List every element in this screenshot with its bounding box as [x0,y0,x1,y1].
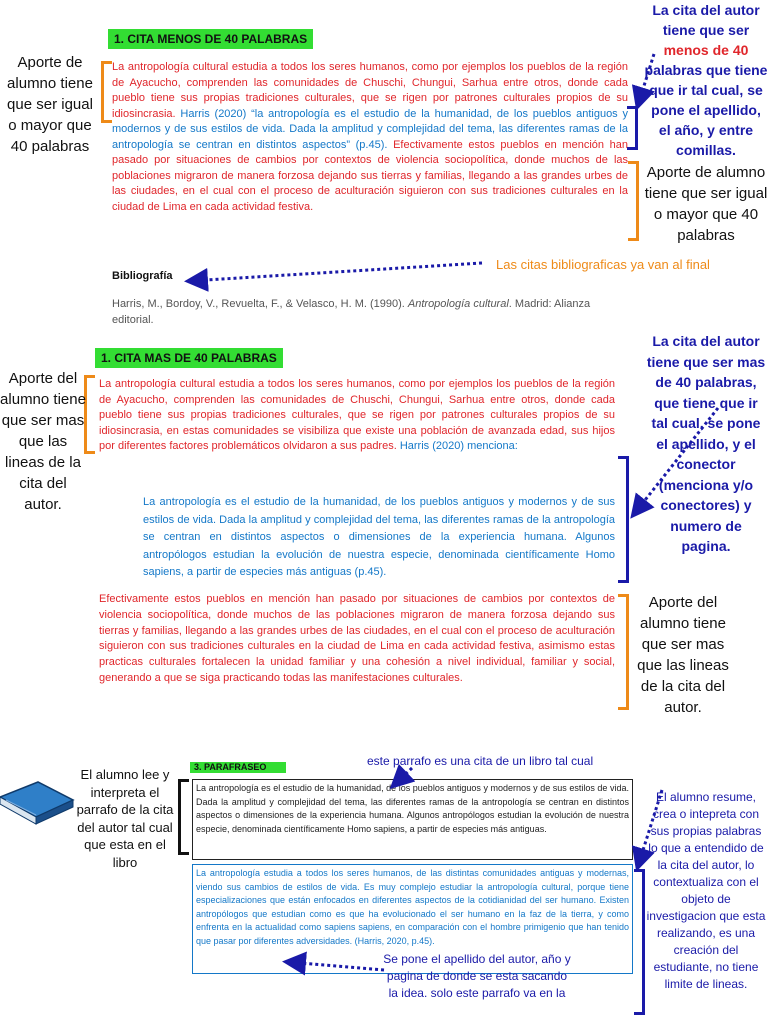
section1-left-bracket [101,61,112,123]
section1-author-quote: Harris (2020) “la antropología es el estudio de la humanidad, de los pueblos antiguos y modernos y de sus estilos de vida. Dada la amplitud y complejidad del tema, las diferentes ramas de la antropología se centran en distintos aspectos” (p.45). [112,107,628,151]
section1-header: 1. CITA MENOS DE 40 PALABRAS [108,29,313,49]
section2-right-bracket [618,594,629,710]
section1-right-note-2: Aporte de alumno tiene que ser igual o mayor que 40 palabras [644,164,768,244]
section1-paragraph [112,60,628,215]
bibliography-reference: Harris, M., Bordoy, V., Revuelta, F., & Velasco, H. M. (1990). Antropología cultural. Madrid: Alianza editorial. [112,298,591,326]
section1-right-bracket [628,161,639,241]
section1-author-bracket [627,106,638,150]
section2-right-note-2: Aporte del alumno tiene que ser mas que las lineas de la cita del autor. [637,594,729,716]
section1-right-note: La cita del autor tiene que ser menos de 40 palabras que tiene que ir tal cual, se pone el apellido, el año, y entre comillas. [644,2,768,158]
section3-left-bracket [178,779,189,855]
arrow-bibliography [190,263,482,281]
section1-student-text-b: Efectivamente estos pueblos en mención han pasado por situaciones de cambios por contextos de violencia sociopolítica, donde muchos de las poblaciones migraron de manera forzosa dejando sus tierras y familias, llegando a las grandes urbes de las ciudades, en el cual con el proceso de aculturación siguieron con sus tradiciones culturales en la ciudad de Lima en cada actividad festiva. [112,138,628,213]
section1-left-note: Aporte de alumno tiene que ser igual o mayor que 40 palabras [7,54,93,155]
section1-student-text-a: La antropología cultural estudia a todos los seres humanos, como por ejemplos los pueblos de la región de Ayacucho, comprenden las comunidades de Chuschi, Chungui, Sarhua entre otros, donde cada pueblo tiene sus propias tradiciones culturales, que se rigen por patrones culturales propios de su idiosincrasia. [112,61,628,120]
bibliography-note: Las citas bibliograficas ya van al final [496,257,710,272]
section2-left-note: Aporte del alumno tiene que ser mas que las lineas de la cita del autor. [0,370,86,513]
section3-right-note: El alumno resume, crea o intepreta con sus propias palabras lo que a entendido de la cita del autor, lo contextualiza con el objeto de investigacion que esta realizando, es una creación del estudiante, no tiene limite de lineas. [646,790,766,991]
book-icon [0,782,73,824]
section2-quote: La antropología es el estudio de la humanidad, de los pueblos antiguos y modernos y de sus estilos de vida. Dada la amplitud y complejidad del tema, las diferentes ramas de la antropología se centran en distintos aspectos o dimensiones de la experiencia humana. Algunos antropólogos estudian la evolución de nuestra especie, denominada científicamente Homo sapiens, a partir de especies más antiguas (p.45). [143,496,615,578]
section3-top-note: este parrafo es una cita de un libro tal cual [367,754,594,768]
section3-bottom-note: Se pone el apellido del autor, año y pagina de donde se esta sacando la idea. solo este parrafo va en la [383,952,571,1000]
section3-right-bracket [634,869,645,1015]
section2-paragraph-a: La antropología cultural estudia a todos los seres humanos, como por ejemplos los pueblos de la región de Ayacucho, comprenden las comunidades de Chuschi, Chungui, Sarhua entre otros, donde cada pueblo tiene sus propias tradiciones culturales, que se rigen por patrones culturales propios de su idiosincrasia, en estas comunidades se visibiliza que existe una población de avanzada edad, sus hijos por diferentes factores problemáticos olvidaron a sus padres. Harris (2020) menciona: [99,378,615,452]
section3-paraphrase-box: La antropología estudia a todos los seres humanos, de las distintas comunidades antiguas y modernas, viendo sus cambios de estilos de vida. Es muy complejo estudiar la antropología cultural, porque tiene especializaciones que están enfocados en diferentes aspectos de la cotidianidad del ser humano. Existen antropólogos que estudian como es que ha evolucionado el ser humano en la faz de la tierra, y como enfrenta en la actualidad como sapiens sapiens, en comparación con el hombre primigenio que han tenido que pasar por diferentes adversidades. (Harris, 2020, p.45). [192,864,633,974]
section2-paragraph-b: Efectivamente estos pueblos en mención han pasado por situaciones de cambios por contextos de violencia sociopolítica, donde muchos de las poblaciones migraron de manera forzosa dejando sus tierras y familias, llegando a las grandes urbes de las ciudades, en el cual con el proceso de aculturación siguieron con sus tradiciones culturales en la ciudad de Lima en cada actividad festiva, asimismo estas practicas culturales fortalecen la unidad familiar y una cohesión a nivel individual, familiar y social, generando a que se siga practicando todas las manifestaciones culturales. [99,593,615,684]
section3-quote-box: La antropología es el estudio de la humanidad, de los pueblos antiguos y modernos y de sus estilos de vida. Dada la amplitud y complejidad del tema, las diferentes ramas de la antropología se centran en distintos aspectos o dimensiones de la experiencia humana. Algunos antropólogos estudian la evolución de nuestra especie, denominada científicamente Homo sapiens, a partir de especies más antiguas. [192,779,633,860]
section2-right-note: La cita del autor tiene que ser mas de 40 palabras, que tiene que ir tal cual, se pone el apellido, y el conector (menciona y/o conectores) y numero de pagina. [646,333,766,554]
section2-author-bracket [618,456,629,583]
section2-header: 1. CITA MAS DE 40 PALABRAS [95,348,283,368]
section3-left-note: El alumno lee y interpreta el parrafo de la cita del autor tal cual que esta en el libro [76,767,174,870]
section3-header: 3. PARAFRASEO [194,762,267,772]
bibliography-title: Bibliografía [112,270,173,282]
